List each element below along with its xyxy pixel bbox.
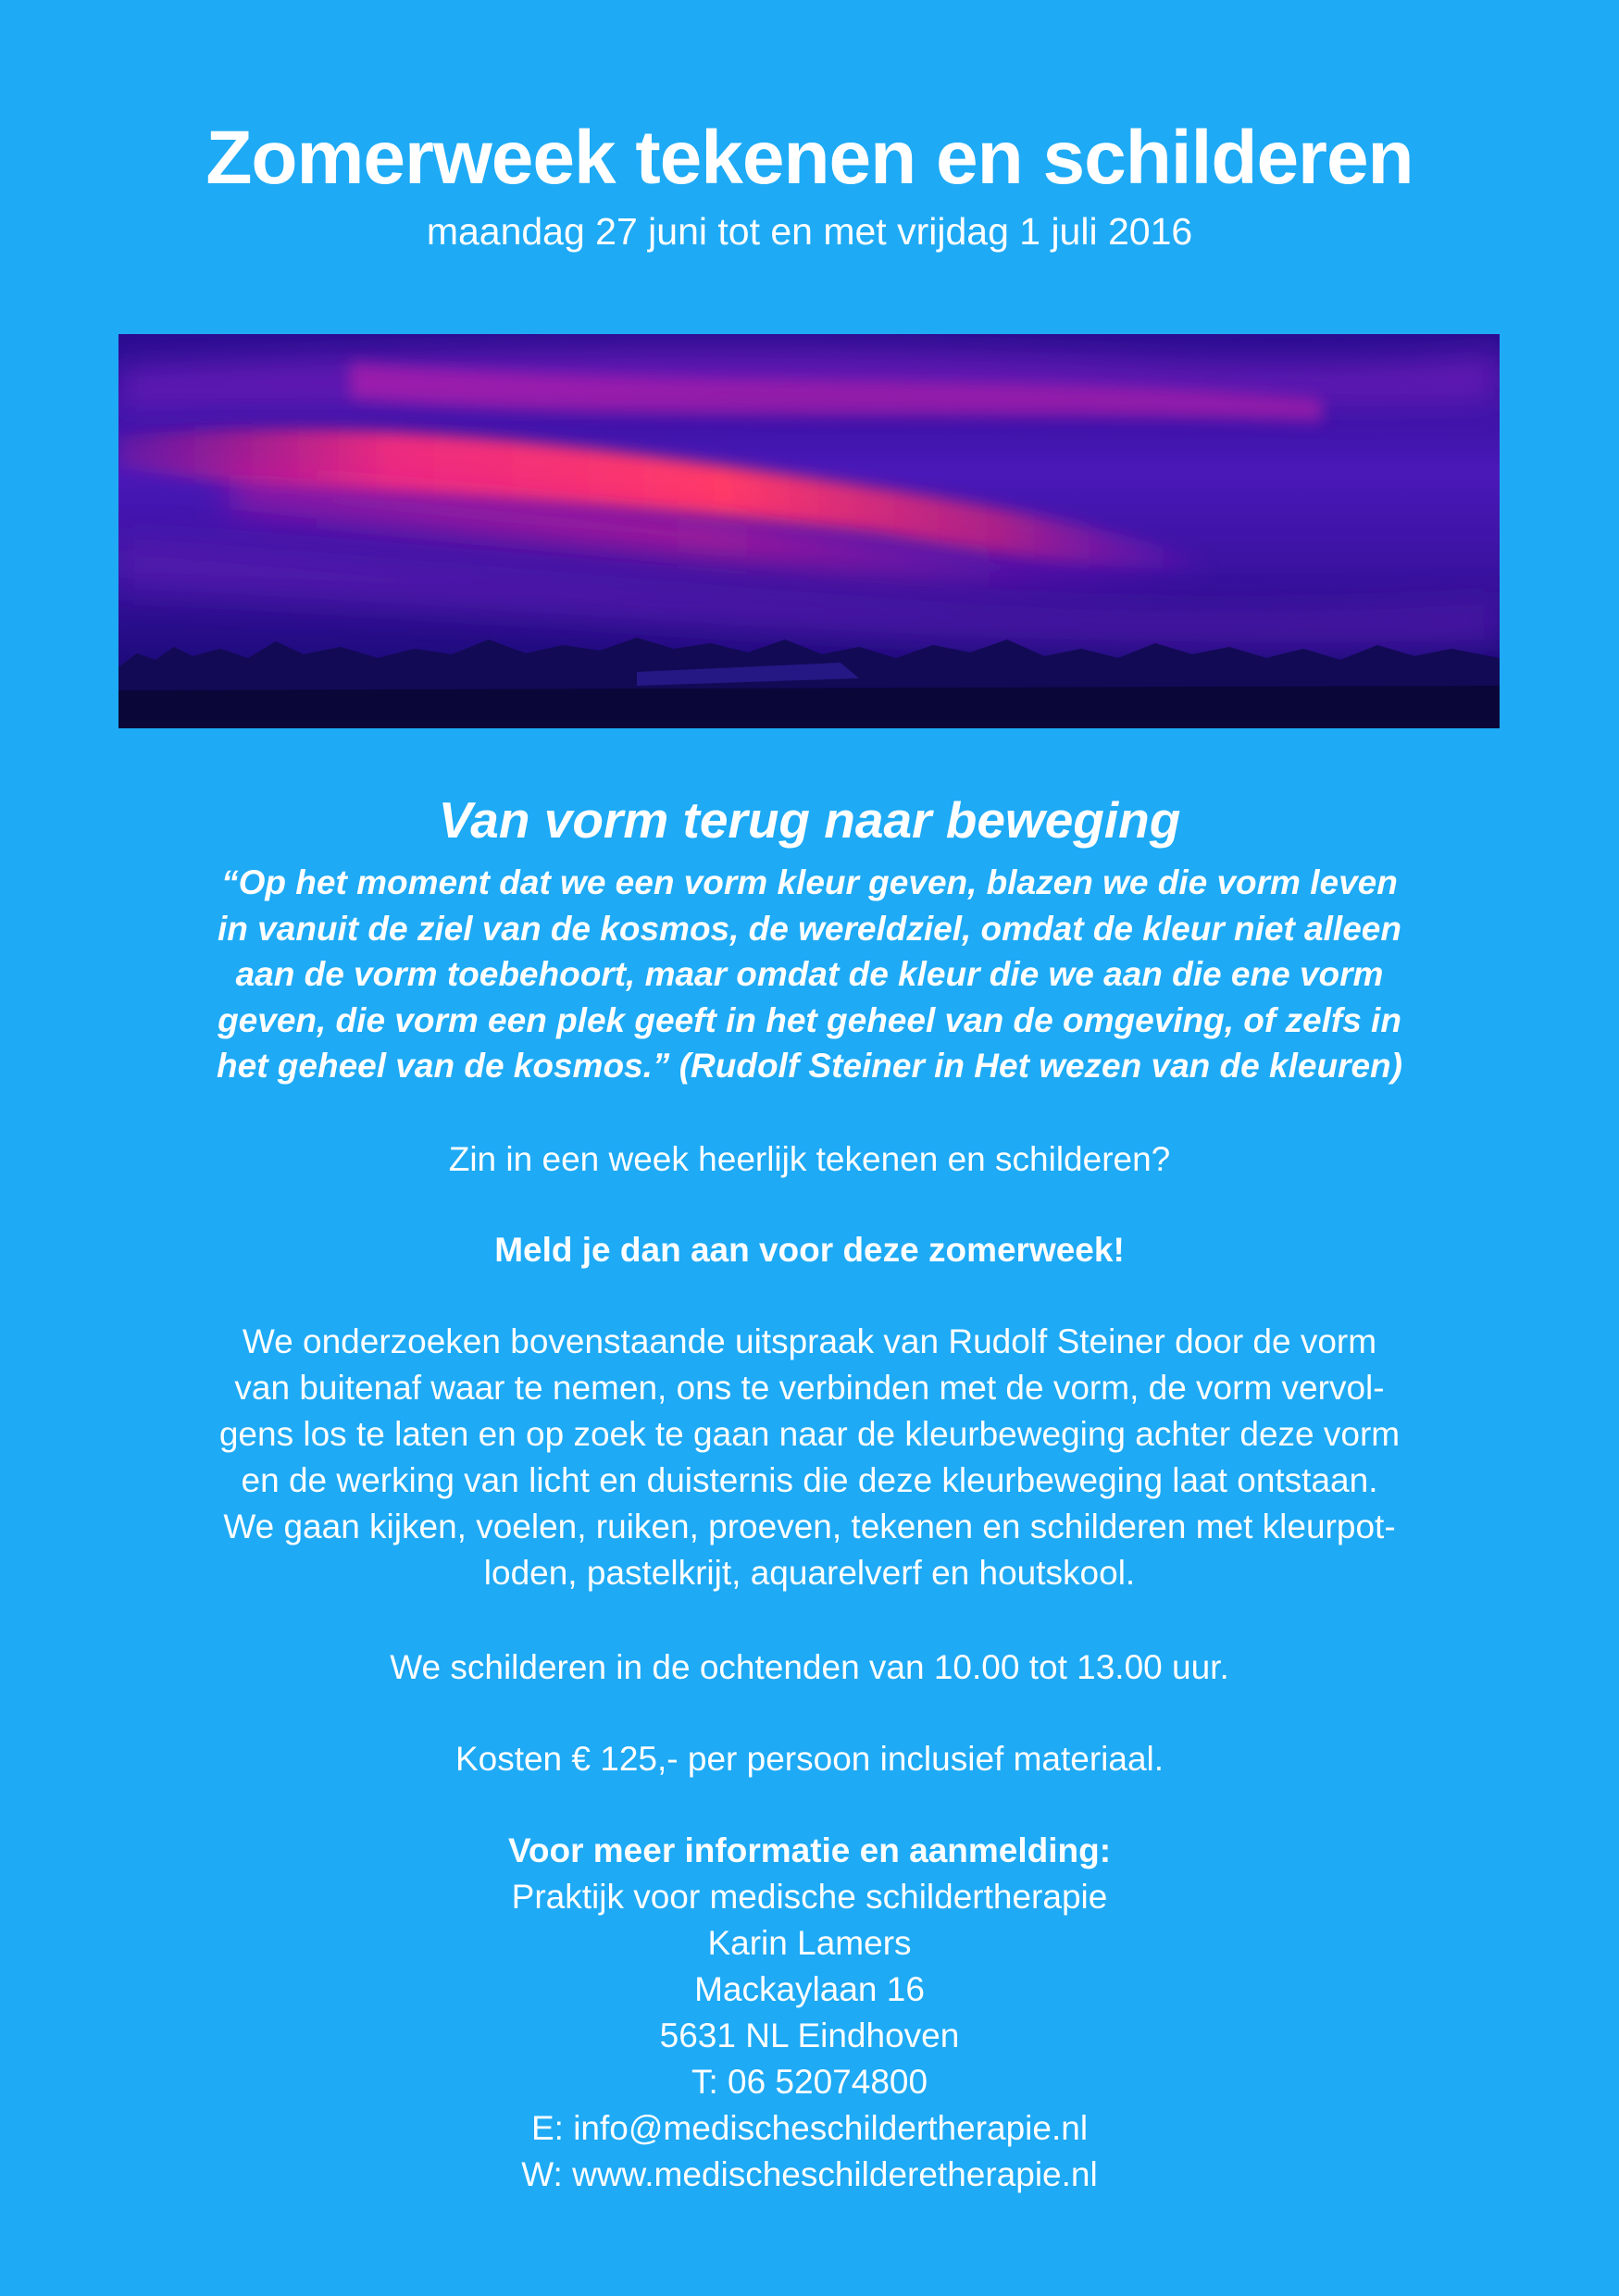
costs-text: Kosten € 125,- per persoon inclusief materiaal.: [455, 1740, 1164, 1778]
sunset-banner-image: [118, 334, 1500, 728]
contact-name: Karin Lamers: [707, 1924, 912, 1962]
description-line: van buitenaf waar te nemen, ons te verbinden met de vorm, de vorm vervol-: [234, 1369, 1385, 1407]
quote-line: geven, die vorm een plek geeft in het geheel van de omgeving, of zelfs in: [218, 1000, 1401, 1039]
contact-block: [130, 1828, 1489, 2198]
call-to-action: Meld je dan aan voor deze zomerweek!: [494, 1231, 1125, 1269]
contact-phone: T: 06 52074800: [691, 2063, 928, 2101]
contact-city: 5631 NL Eindhoven: [659, 2017, 960, 2054]
quote-line: “Op het moment dat we een vorm kleur geven, blazen we die vorm leven: [221, 863, 1398, 901]
contact-heading: Voor meer informatie en aanmelding:: [507, 1831, 1112, 1869]
page-title: Zomerweek tekenen en schilderen: [205, 116, 1414, 200]
contact-practice: Praktijk voor medische schildertherapie: [511, 1878, 1108, 1916]
event-dates: maandag 27 juni tot en met vrijdag 1 juli 2016: [426, 210, 1193, 253]
description-line: en de werking van licht en duisternis die deze kleurbeweging laat ontstaan.: [241, 1461, 1378, 1499]
description-line: loden, pastelkrijt, aquarelverf en houtskool.: [483, 1554, 1136, 1592]
description-line: We gaan kijken, voelen, ruiken, proeven, tekenen en schilderen met kleurpot-: [223, 1508, 1396, 1545]
question-text: Zin in een week heerlijk tekenen en schilderen?: [448, 1140, 1171, 1178]
section-heading: Van vorm terug naar beweging: [438, 791, 1181, 849]
contact-website: W: www.medischeschilderetherapie.nl: [521, 2155, 1098, 2193]
description-line: We onderzoeken bovenstaande uitspraak van Rudolf Steiner door de vorm: [242, 1322, 1377, 1360]
quote-line: het geheel van de kosmos.” (Rudolf Steiner in Het wezen van de kleuren): [217, 1047, 1402, 1086]
schedule-text: We schilderen in de ochtenden van 10.00 tot 13.00 uur.: [390, 1648, 1229, 1686]
contact-street: Mackaylaan 16: [694, 1970, 925, 2008]
description-paragraph: [130, 1319, 1489, 1596]
steiner-quote: [130, 860, 1489, 1089]
quote-line: in vanuit de ziel van de kosmos, de wereldziel, omdat de kleur niet alleen: [218, 909, 1401, 948]
description-line: gens los te laten en op zoek te gaan naar de kleurbeweging achter deze vorm: [218, 1415, 1401, 1453]
quote-line: aan de vorm toebehoort, maar omdat de kleur die we aan die ene vorm: [235, 955, 1384, 994]
contact-email: E: info@medischeschildertherapie.nl: [530, 2109, 1089, 2147]
